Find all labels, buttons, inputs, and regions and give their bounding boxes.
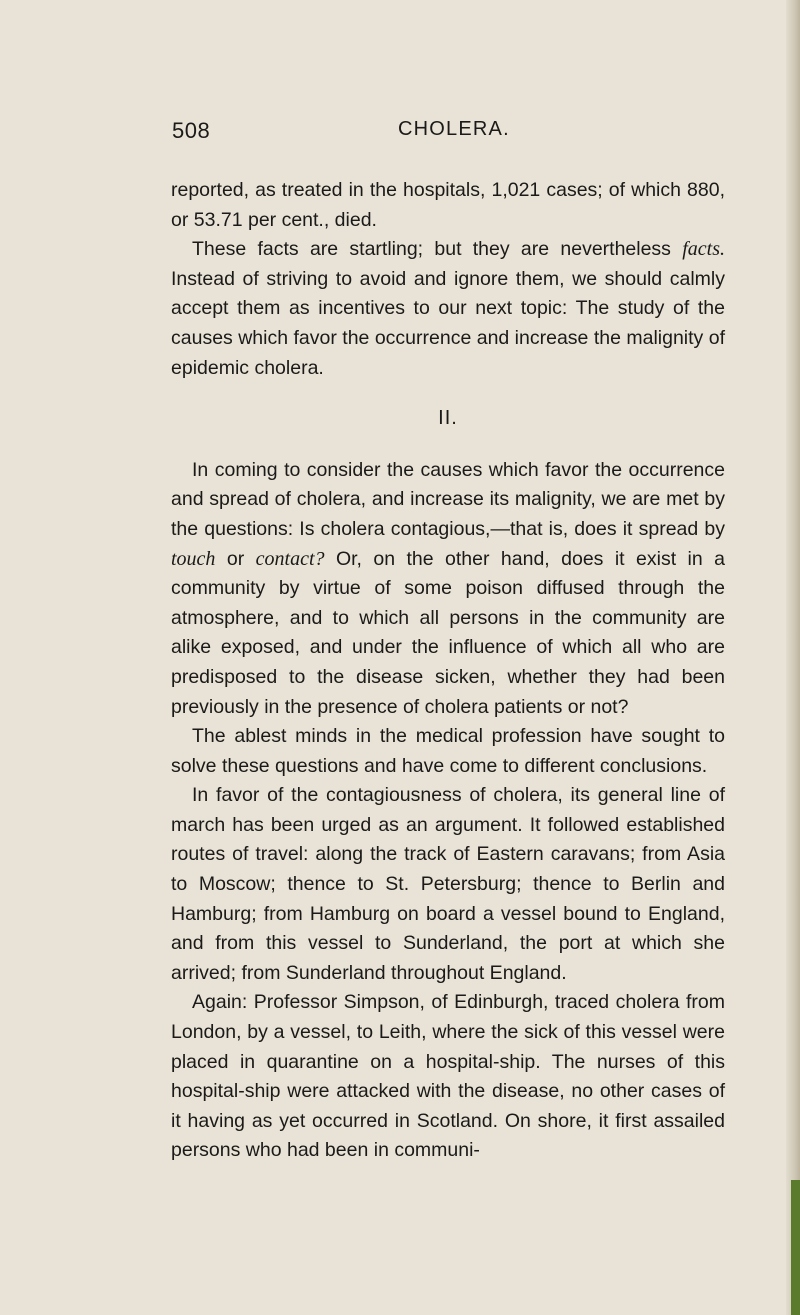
paragraph-3-text-c: Or, on the other hand, does it exist in a community by virtue of some poison diffused through the atmosphere, and to which all persons in the community are alike exposed, and under the influence of which all who are predisposed to the disease sicken, whether they had been previously in the presence of cholera patients or not? [171,547,725,718]
page-edge [786,0,800,1315]
page-number: 508 [172,118,211,143]
paragraph: In favor of the contagiousness of cholera, its general line of march has been urged as an argument. It followed established routes of travel: along the track of Eastern caravans; from Asia to Moscow; thence to St. Petersburg; thence to Berlin and Hamburg; from Hamburg on board a vessel bound to England, and from this vessel to Sunderland, the port at which she arrived; from Sunderland throughout England. [171,784,725,984]
section-heading: II. [438,407,458,430]
emphasis-touch: touch [171,547,216,570]
emphasis-contact: contact? [255,547,325,570]
paragraph [171,456,725,722]
paragraph-1-text: reported, as treated in the hospitals, 1,021 cases; of which 880, or 53.71 per cent., died. [171,179,725,231]
emphasis-facts: facts. [682,238,725,261]
paragraph-2-text-a: These facts are startling; but they are nevertheless [192,238,683,261]
paragraph-2-text-b: Instead of striving to avoid and ignore them, we should calmly accept them as incentives to our next topic: The study of the causes which favor the occurrence and increase the malignity of epidemic cholera. [171,267,725,379]
running-head: CHOLERA. [398,118,510,140]
paragraph [171,235,725,383]
paragraph-3-text-b: or [215,547,256,570]
paragraph: The ablest minds in the medical profession have sought to solve these questions and have come to different conclusions. [171,725,725,777]
body-text [171,176,725,1166]
paragraph-3-text-a: In coming to consider the causes which favor the occurrence and spread of cholera, and increase its malignity, we are met by the questions: Is cholera contagious,—that is, does it spread by [171,458,725,540]
edge-color-mark [791,1180,800,1315]
page-header [172,118,642,148]
paragraph-continued [171,176,725,235]
paragraph: Again: Professor Simpson, of Edinburgh, traced cholera from London, by a vessel, to Leith, where the sick of this vessel were placed in quarantine on a hospital-ship. The nurses of this hospital-ship were attacked with the disease, no other cases of it having as yet occurred in Scotland. On shore, it first assailed persons who had been in communi- [171,991,725,1162]
